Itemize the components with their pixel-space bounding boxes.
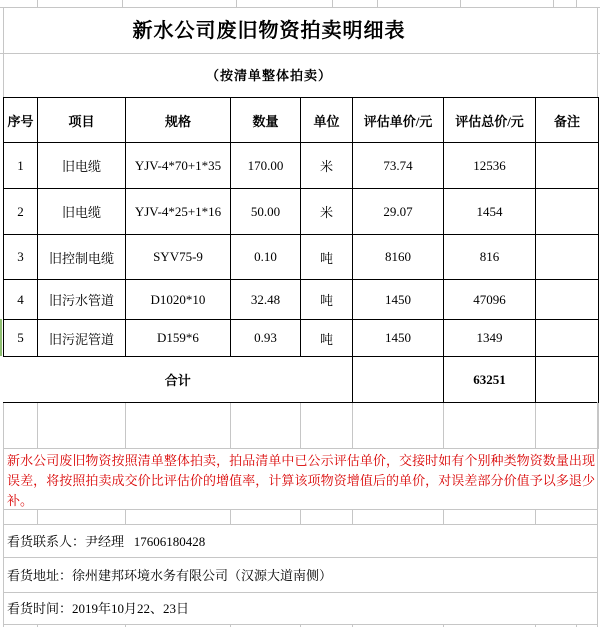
cell-total-price: 47096 — [444, 280, 536, 320]
cell-no: 2 — [4, 189, 38, 235]
gridline-tick — [37, 510, 38, 525]
cell-unit: 吨 — [301, 320, 353, 357]
cell-spec: SYV75-9 — [126, 235, 231, 280]
total-remark-cell — [536, 357, 599, 403]
cell-total-price: 816 — [444, 235, 536, 280]
table-row — [4, 235, 599, 280]
notice-block — [3, 448, 598, 510]
table-row — [4, 143, 599, 189]
col-header-item: 项目 — [38, 98, 126, 143]
cell-unit: 米 — [301, 143, 353, 189]
cell-total-price: 1349 — [444, 320, 536, 357]
cell-item: 旧污泥管道 — [38, 320, 126, 357]
gridline-tick — [553, 0, 554, 7]
cell-remark — [536, 280, 599, 320]
col-header-unit-price: 评估单价/元 — [353, 98, 444, 143]
gridline — [597, 402, 598, 627]
cell-no: 4 — [4, 280, 38, 320]
viewing-contact-line: 看货联系人：尹经理 17606180428 — [3, 525, 598, 558]
gridline-tick — [352, 510, 353, 525]
gridline-tick — [236, 0, 237, 7]
cell-item: 旧污水管道 — [38, 280, 126, 320]
page-title: 新水公司废旧物资拍卖明细表 — [132, 20, 406, 42]
cell-unit-price: 73.74 — [353, 143, 444, 189]
gridline-tick — [300, 510, 301, 525]
col-header-unit: 单位 — [301, 98, 353, 143]
row5-page-break-marker — [0, 319, 2, 356]
gridline-tick — [230, 510, 231, 525]
cell-unit-price: 8160 — [353, 235, 444, 280]
gridline-tick — [460, 0, 461, 7]
gridline-tick — [37, 0, 38, 7]
total-value-cell: 63251 — [444, 357, 536, 403]
total-label-cell: 合计 — [4, 357, 353, 403]
cell-spec: YJV-4*25+1*16 — [126, 189, 231, 235]
cell-unit-price: 1450 — [353, 320, 444, 357]
notice-text: 新水公司废旧物资按照清单整体拍卖，拍品清单中已公示评估单价，交接时如有个别种类物资数量出现误差，将按照拍卖成交价比评估价的增值率，计算该项物资增值后的单价，对误差部分价值予以多退少补。 — [7, 453, 595, 508]
cell-spec: D1020*10 — [126, 280, 231, 320]
cell-no: 5 — [4, 320, 38, 357]
gridline-tick — [332, 0, 333, 7]
cell-no: 1 — [4, 143, 38, 189]
cell-qty: 0.10 — [231, 235, 301, 280]
cell-unit: 米 — [301, 189, 353, 235]
col-header-remark: 备注 — [536, 98, 599, 143]
cell-remark — [536, 235, 599, 280]
cell-unit-price: 1450 — [353, 280, 444, 320]
empty-grid-row — [4, 403, 599, 449]
gridline-tick — [122, 0, 123, 7]
cell-unit: 吨 — [301, 280, 353, 320]
gridline-tick — [443, 510, 444, 525]
auction-table — [3, 97, 599, 449]
cell-item: 旧电缆 — [38, 143, 126, 189]
cell-qty: 32.48 — [231, 280, 301, 320]
spacer-grid-row — [3, 510, 598, 525]
gridline-tick — [535, 510, 536, 525]
gridline — [597, 7, 598, 97]
gridline-tick — [576, 0, 577, 7]
total-row — [4, 357, 599, 403]
cell-remark — [536, 320, 599, 357]
col-header-total-price: 评估总价/元 — [444, 98, 536, 143]
col-header-no: 序号 — [4, 98, 38, 143]
header-row — [4, 98, 599, 143]
cell-remark — [536, 189, 599, 235]
cell-remark — [536, 143, 599, 189]
cell-spec: YJV-4*70+1*35 — [126, 143, 231, 189]
gridline — [3, 448, 4, 627]
cell-unit-price: 29.07 — [353, 189, 444, 235]
viewing-time-line: 看货时间：2019年10月22、23日 — [3, 593, 598, 625]
cell-qty: 170.00 — [231, 143, 301, 189]
cell-total-price: 12536 — [444, 143, 536, 189]
cell-spec: D159*6 — [126, 320, 231, 357]
table-row — [4, 320, 599, 357]
col-header-spec: 规格 — [126, 98, 231, 143]
cell-total-price: 1454 — [444, 189, 536, 235]
gridline-tick — [125, 510, 126, 525]
gridline-tick — [377, 0, 378, 7]
cell-item: 旧电缆 — [38, 189, 126, 235]
col-header-qty: 数量 — [231, 98, 301, 143]
cell-qty: 0.93 — [231, 320, 301, 357]
page-subtitle: （按清单整体拍卖） — [205, 68, 332, 83]
cell-item: 旧控制电缆 — [38, 235, 126, 280]
cell-qty: 50.00 — [231, 189, 301, 235]
cell-no: 3 — [4, 235, 38, 280]
cell-unit: 吨 — [301, 235, 353, 280]
table-row — [4, 189, 599, 235]
viewing-address-line: 看货地址：徐州建邦环境水务有限公司（汉源大道南侧） — [3, 558, 598, 593]
total-unit-price-cell — [353, 357, 444, 403]
table-row — [4, 280, 599, 320]
